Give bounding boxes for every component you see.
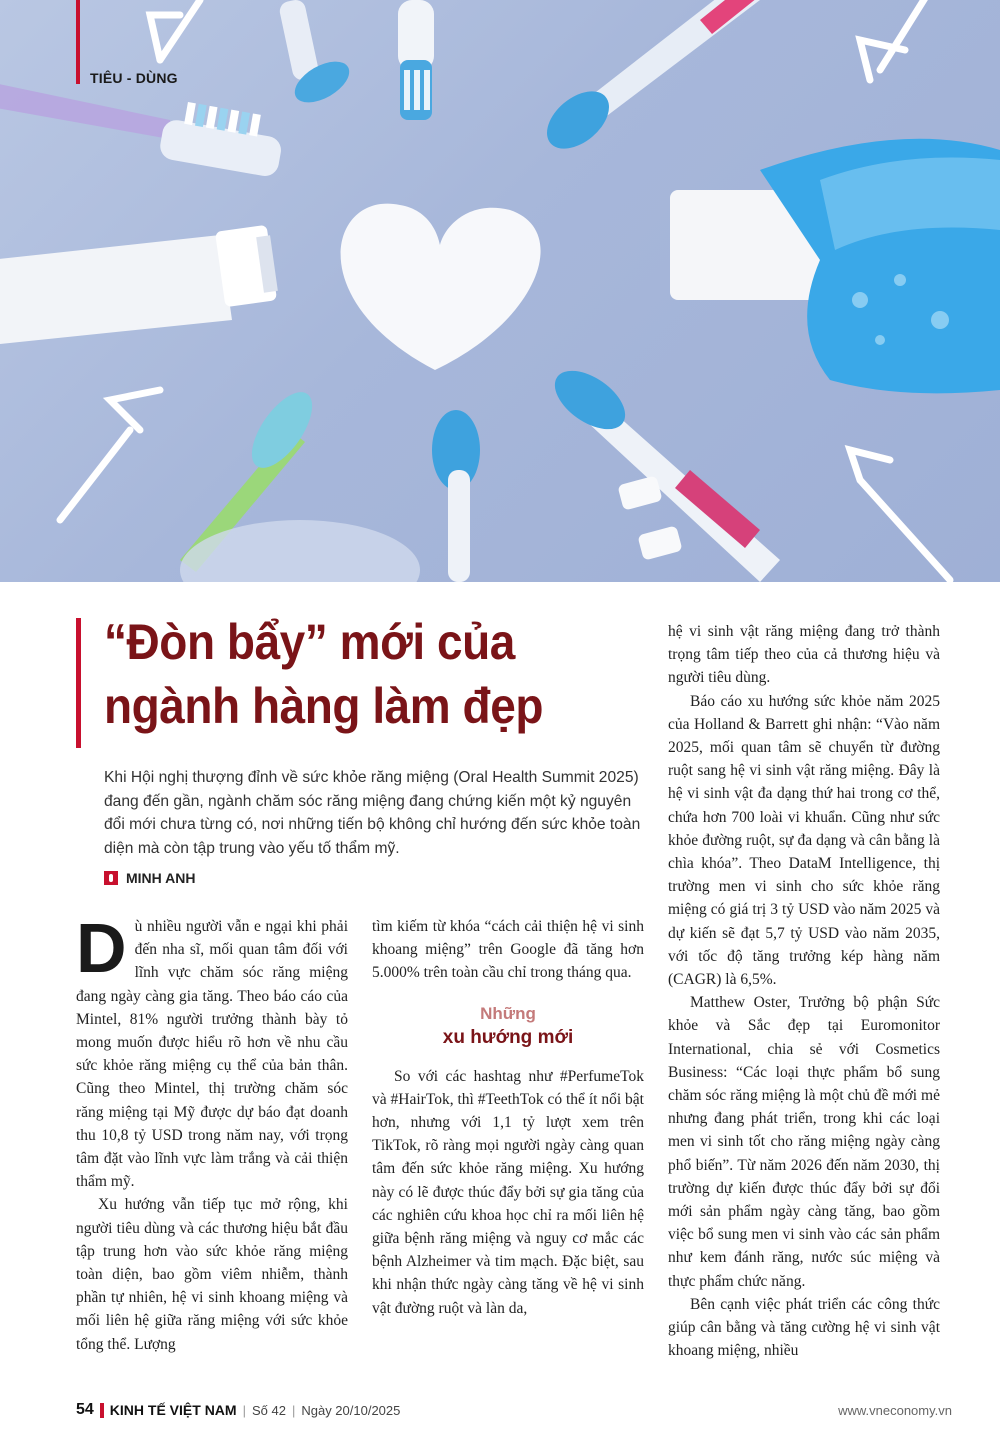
mouthwash-bottle xyxy=(670,139,1000,394)
article-lead: Khi Hội nghị thượng đỉnh về sức khỏe răng miệng (Oral Health Summit 2025) đang đến gần, ngành chăm sóc răng miệng đang chứng kiến một kỷ nguyên đổi mới chưa từng có, nơi những tiến bộ không chỉ hướng đến sức khỏe toàn diện mà còn tập trung vào yếu tố thẩm mỹ. xyxy=(104,769,641,857)
floss-pick-right xyxy=(860,0,930,80)
drop-cap: D xyxy=(76,909,127,987)
blue-toothbrush-top xyxy=(398,0,434,120)
toothpaste-heart xyxy=(341,204,541,370)
gum-piece xyxy=(617,475,662,510)
title-line-1: “Đòn bẩy” mới của xyxy=(104,614,515,670)
pen-icon xyxy=(104,871,118,885)
separator: | xyxy=(291,1402,296,1418)
section-accent-bar xyxy=(76,0,80,84)
paragraph: So với các hashtag như #PerfumeTok và #HairTok, thì #TeethTok có thể ít nổi bật hơn, nhưng với 1,1 tỷ lượt xem trên TikTok, rõ ràng mọi người ngày càng quan tâm đến sức khỏe răng miệng. Xu hướng này có lẽ được thúc đẩy bởi sự gia tăng của các nghiên cứu khoa học chỉ ra mối liên hệ giữa bệnh răng miệng và nguy cơ mắc các bệnh Alzheimer và tim mạch. Đặc biệt, sau khi nhận thức ngày càng tăng về hệ vi sinh vật đường ruột và làn da, xyxy=(372,1067,644,1317)
hero-image xyxy=(0,0,1000,582)
title-line-2: ngành hàng làm đẹp xyxy=(104,678,543,734)
column-3 xyxy=(668,620,940,1363)
oral-care-illustration xyxy=(0,0,1000,582)
footer-accent-bar xyxy=(100,1403,104,1418)
paragraph: Xu hướng vẫn tiếp tục mở rộng, khi người tiêu dùng và các thương hiệu bắt đầu tập trung hơn vào sức khỏe răng miệng toàn diện, bao gồm viêm nhiễm, thành phần tự nhiên, hệ vi sinh khoang miệng và mối liên hệ giữa răng miệng với sức khỏe tổng thể. Lượng xyxy=(76,1196,348,1353)
purple-toothbrush xyxy=(0,80,283,178)
subheading-small: Những xyxy=(480,1003,536,1023)
author-name: MINH ANH xyxy=(126,870,196,886)
blue-toothbrush-bottom xyxy=(432,410,480,582)
byline xyxy=(104,870,195,886)
toothpaste-tube xyxy=(0,225,278,345)
article-title xyxy=(104,610,619,738)
website-link[interactable]: www.vneconomy.vn xyxy=(838,1402,952,1418)
paragraph: Bên cạnh việc phát triển các công thức giúp cân bằng và tăng cường hệ vi sinh vật khoang miệng, nhiều xyxy=(668,1295,940,1360)
column-2 xyxy=(372,915,644,1320)
magazine-name: KINH TẾ VIỆT NAM xyxy=(109,1402,237,1418)
floss-pick-left xyxy=(60,390,160,520)
section-label: TIÊU - DÙNG xyxy=(90,70,178,86)
column-1 xyxy=(76,909,348,1356)
floss-pick-top xyxy=(150,0,200,60)
page-number: 54 xyxy=(76,1401,94,1418)
paragraph: Báo cáo xu hướng sức khỏe năm 2025 của Holland & Barrett ghi nhận: “Vào năm 2025, mối quan tâm sẽ chuyển từ đường ruột sang hệ vi sinh vật răng miệng. Đây là hệ vi sinh vật đa dạng thứ hai trong cơ thể, chứa hơn 700 loài vi khuẩn. Cũng như sức khỏe đường ruột, sự đa dạng và cân bằng là chìa khóa”. Theo DataM Intelligence, thị trường men vi sinh cho sức khỏe răng miệng có giá trị 3 tỷ USD vào năm 2025 và dự kiến sẽ đạt 5,7 tỷ USD vào năm 2035, với tốc độ tăng trưởng kép hàng năm (CAGR) là 6,5%. xyxy=(668,692,940,989)
subheading-big: xu hướng mới xyxy=(442,1026,574,1048)
subheading xyxy=(372,1003,644,1051)
paragraph: tìm kiếm từ khóa “cách cải thiện hệ vi sinh khoang miệng” trên Google đã tăng hơn 5.000% trên toàn cầu chỉ trong tháng qua. xyxy=(372,918,644,982)
issue-date: Ngày 20/10/2025 xyxy=(301,1402,401,1418)
tongue-scraper xyxy=(278,0,356,111)
separator: | xyxy=(242,1402,246,1418)
gum-piece xyxy=(637,525,682,560)
pink-toothbrush-top xyxy=(536,0,762,160)
paragraph: Dù nhiều người vẫn e ngại khi phải đến nha sĩ, mối quan tâm đối với lĩnh vực chăm sóc răng miệng đang ngày càng gia tăng. Theo báo cáo của Mintel, 81% người trưởng thành bày tỏ mong muốn được hiểu rõ hơn về nhu cầu sức khỏe răng miệng cụ thể của bản thân. Cũng theo Mintel, thị trường chăm sóc răng miệng tại Mỹ được dự báo đạt doanh thu 10,8 tỷ USD trong năm nay, với trọng tâm đặt vào lĩnh vực làm trắng và cải thiện thẩm mỹ. xyxy=(76,909,348,1191)
title-accent-bar xyxy=(76,618,81,748)
issue-number: Số 42 xyxy=(251,1402,286,1418)
paragraph: Matthew Oster, Trưởng bộ phận Sức khỏe và Sắc đẹp tại Euromonitor International, chia sẻ với Cosmetics Business: “Các loại thực phẩm bổ sung chăm sóc răng miệng là một chủ đề mới mẻ nhưng đang phát triển, trong khi các loại men vi sinh tốt cho răng miệng ngày càng phổ biến”. Từ năm 2026 đến năm 2030, thị trường dự kiến được thúc đẩy bởi sự đổi mới sản phẩm ngày càng tăng, bao gồm việc bổ sung men vi sinh vào các sản phẩm như kem đánh răng, nước súc miệng và thực phẩm chức năng. xyxy=(668,994,940,1290)
paragraph: hệ vi sinh vật răng miệng đang trở thành trọng tâm tiếp theo của cả thương hiệu và người tiêu dùng. xyxy=(668,623,940,687)
page-footer xyxy=(76,1401,952,1419)
floss-pick-bottom-right xyxy=(850,450,950,580)
